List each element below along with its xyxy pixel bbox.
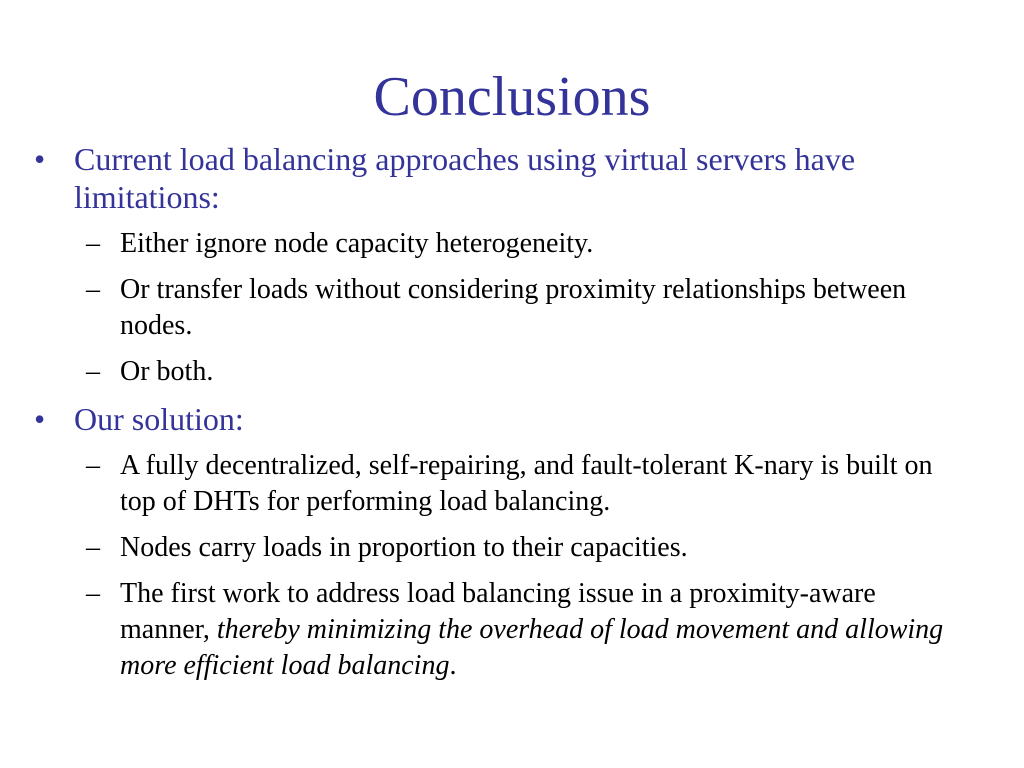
subitem-text: Either ignore node capacity heterogeneity. <box>120 228 594 259</box>
bullet-item <box>0 140 974 216</box>
dash-icon: – <box>86 356 100 387</box>
bullet-text: Current load balancing approaches using virtual servers have limitations: <box>74 141 856 215</box>
slide-body <box>0 140 1024 684</box>
dash-icon: – <box>86 228 100 259</box>
subitem <box>0 272 970 344</box>
dash-icon: – <box>86 274 100 305</box>
subitem-plain-text: The first work to address load balancing issue in a proximity-aware manner, <box>120 578 876 645</box>
slide-title: Conclusions <box>373 66 651 128</box>
subitem-text: Or both. <box>120 356 214 387</box>
subitem-text: Nodes carry loads in proportion to their capacities. <box>120 532 688 563</box>
subitem <box>0 354 970 390</box>
subitem <box>0 576 970 684</box>
subitem <box>0 226 970 262</box>
dash-icon: – <box>86 450 100 481</box>
bullet-item <box>0 400 974 438</box>
subitem <box>0 448 970 520</box>
subitem-text <box>120 578 943 681</box>
bullet-icon: • <box>34 141 46 177</box>
subitem-text: A fully decentralized, self-repairing, and fault-tolerant K-nary is built on top of DHTs for performing load balancing. <box>120 450 933 517</box>
dash-icon: – <box>86 578 100 609</box>
bullet-text: Our solution: <box>74 401 244 437</box>
subitem-end-text: . <box>449 650 457 681</box>
subitem-italic-text: thereby minimizing the overhead of load movement and allowing more efficient load balancing <box>120 614 944 681</box>
dash-icon: – <box>86 532 100 563</box>
bullet-icon: • <box>34 401 46 437</box>
subitem-text: Or transfer loads without considering proximity relationships between nodes. <box>120 274 907 341</box>
subitem <box>0 530 970 566</box>
